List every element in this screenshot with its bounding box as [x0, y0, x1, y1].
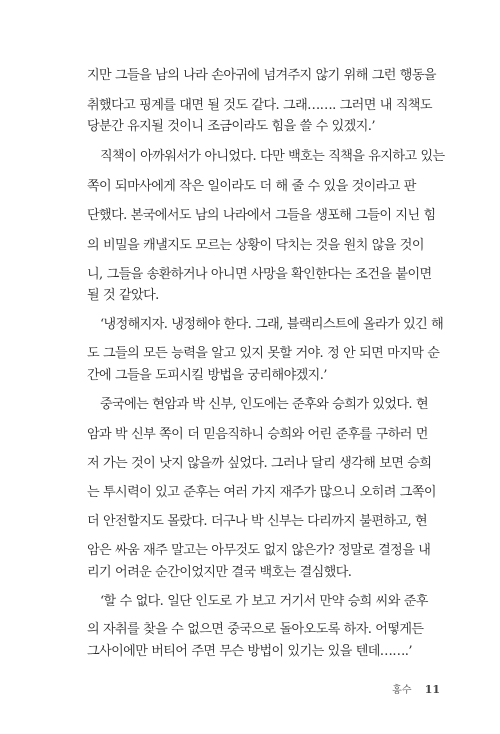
- text-line: 암은 싸움 재주 말고는 아무것도 없지 않은가? 정말로 결정을 내: [87, 543, 431, 558]
- text-line: 니, 그들을 송환하거나 아니면 사망을 확인한다는 조건을 붙이면: [87, 267, 432, 282]
- text-line: 저 가는 것이 낫지 않을까 싶었다. 그러나 달리 생각해 보면 승희: [87, 456, 432, 471]
- text-line: 의 비밀을 캐낼지도 모르는 상황이 닥치는 것을 원치 않을 것이: [87, 238, 424, 253]
- text-line: 더 안전할지도 몰랐다. 더구나 박 신부는 다리까지 불편하고, 현: [87, 514, 428, 529]
- running-title: 홍수: [392, 685, 412, 696]
- text-line: 리기 어려운 순간이었지만 결국 백호는 결심했다.: [87, 565, 352, 580]
- text-line: ‘할 수 없다. 일단 인도로 가 보고 거기서 만약 승희 씨와 준후: [100, 594, 428, 609]
- text-line: 그사이에만 버티어 주면 무슨 방법이 있기는 있을 텐데…….’: [87, 644, 412, 659]
- page-footer: [392, 681, 440, 696]
- text-line: 는 투시력이 있고 준후는 여러 가지 재주가 많으니 오히려 그쪽이: [87, 485, 436, 500]
- text-line: 의 자취를 찾을 수 없으면 중국으로 돌아오도록 하자. 어떻게든: [87, 622, 424, 637]
- text-line: 취했다고 핑계를 대면 될 것도 같다. 그래……. 그러면 내 직책도: [87, 98, 432, 113]
- text-line: 당분간 유지될 것이니 조금이라도 힘을 쓸 수 있겠지.’: [87, 119, 375, 134]
- text-line: 도 그들의 모든 능력을 알고 있지 못할 거야. 정 안 되면 마지막 순: [87, 346, 440, 361]
- text-line: 간에 그들을 도피시킬 방법을 궁리해야겠지.’: [87, 368, 327, 383]
- page-number: 11: [424, 683, 440, 696]
- text-line: 될 것 같았다.: [87, 288, 159, 303]
- text-line: 쪽이 되마사에게 작은 일이라도 더 해 줄 수 있을 것이라고 판: [87, 179, 416, 194]
- text-line: 단했다. 본국에서도 남의 나라에서 그들을 생포해 그들이 지닌 힘: [87, 208, 436, 223]
- text-line: 암과 박 신부 쪽이 더 믿음직하니 승희와 어린 준후를 구하러 먼: [87, 427, 428, 442]
- text-line: 중국에는 현암과 박 신부, 인도에는 준후와 승희가 있었다. 현: [100, 397, 428, 412]
- text-line: 지만 그들을 남의 나라 손아귀에 넘겨주지 않기 위해 그런 행동을: [87, 68, 436, 83]
- text-line: 직책이 아까워서가 아니었다. 다만 백호는 직책을 유지하고 있는: [100, 149, 445, 164]
- text-line: ‘냉정해지자. 냉정해야 한다. 그래, 블랙리스트에 올라가 있긴 해: [100, 317, 444, 332]
